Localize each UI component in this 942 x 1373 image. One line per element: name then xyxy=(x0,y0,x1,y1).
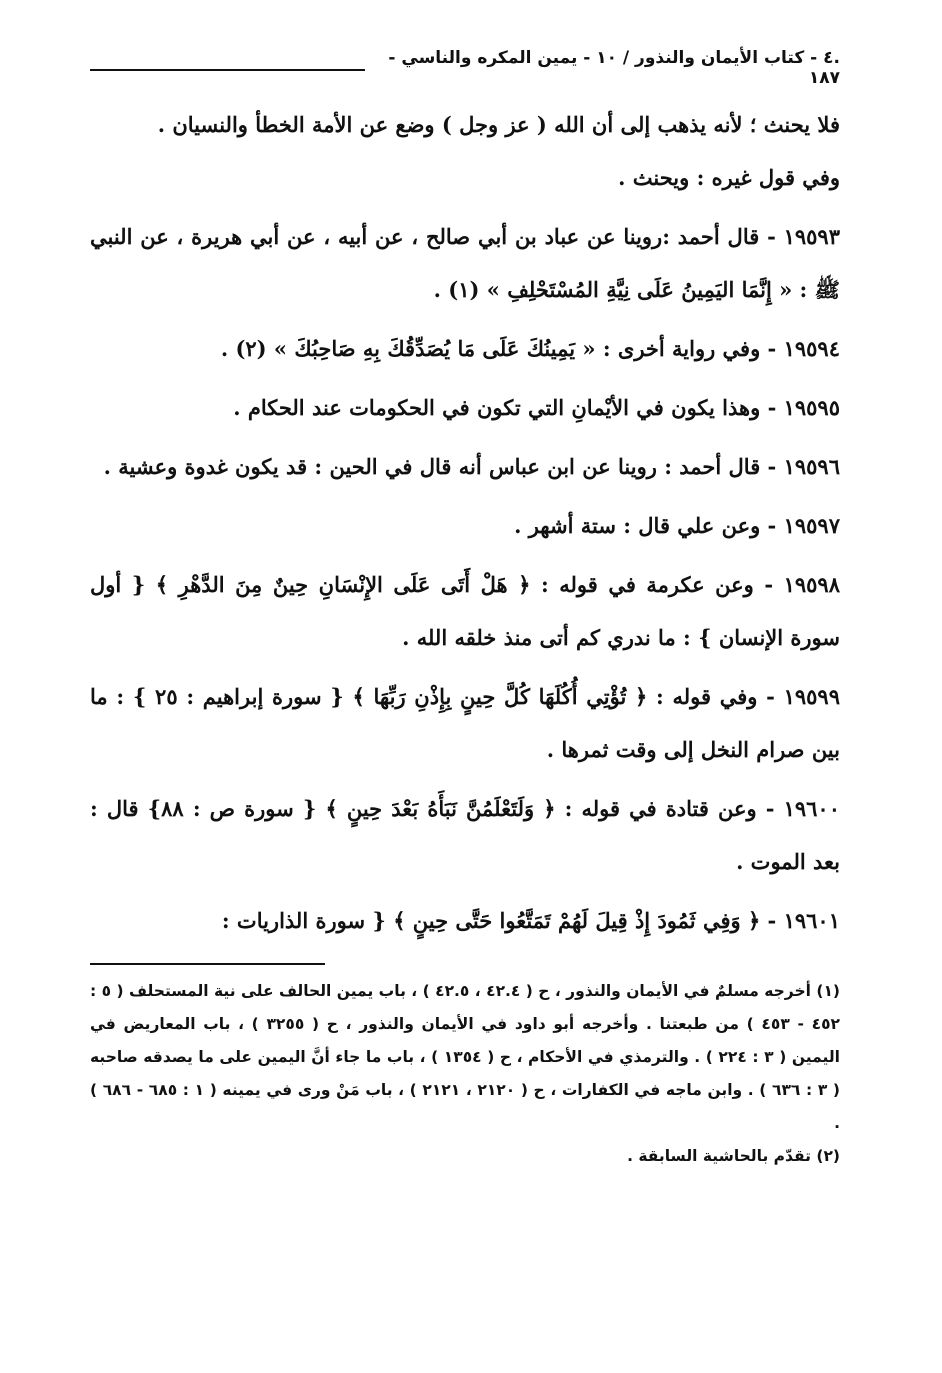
paragraph-19599: ١٩٥٩٩ - وفي قوله : ﴿ تُؤْتِي أُكُلَهَا كُلَّ حِينٍ بِإِذْنِ رَبِّهَا ﴾ { سورة إبراهيم : ٢٥ } : ما بين صرام النخل إلى وقت ثمرها . xyxy=(90,684,840,762)
document-page xyxy=(90,50,840,1173)
footnote-rule xyxy=(90,963,325,965)
paragraph-19598: ١٩٥٩٨ - وعن عكرمة في قوله : ﴿ هَلْ أَتَى عَلَى الإِنْسَانِ حِينٌ مِنَ الدَّهْرِ ﴾ { أول سورة الإنسان } : ما ندري كم أتى منذ خلقه الله . xyxy=(90,572,840,650)
paragraph-19601: ١٩٦٠١ - ﴿ وَفِي ثَمُودَ إِذْ قِيلَ لَهُمْ تَمَتَّعُوا حَتَّى حِينٍ ﴾ { سورة الذاريات : xyxy=(221,908,840,933)
footnotes xyxy=(90,975,840,1173)
header-rule xyxy=(90,69,365,71)
running-header xyxy=(90,50,840,86)
body-text xyxy=(90,98,840,947)
paragraph-19596: ١٩٥٩٦ - قال أحمد : روينا عن ابن عباس أنه قال في الحين : قد يكون غدوة وعشية . xyxy=(103,454,840,479)
paragraph-19594: ١٩٥٩٤ - وفي رواية أخرى : « يَمِينُكَ عَلَى مَا يُصَدِّقُكَ بِهِ صَاحِبُكَ » (٢) . xyxy=(220,336,840,361)
paragraph-19600: ١٩٦٠٠ - وعن قتادة في قوله : ﴿ وَلَتَعْلَمُنَّ نَبَأَهُ بَعْدَ حِينٍ ﴾ { سورة ص : ٨٨} قال : بعد الموت . xyxy=(90,796,840,874)
footnote-2: (٢) تقدّم بالحاشية السابقة . xyxy=(627,1147,840,1165)
paragraph-1: فلا يحنث ؛ لأنه يذهب إلى أن الله ( عز وجل ) وضع عن الأمة الخطأ والنسيان . xyxy=(157,112,840,137)
paragraph-2: وفي قول غيره : ويحنث . xyxy=(618,165,840,190)
paragraph-19595: ١٩٥٩٥ - وهذا يكون في الأيْمانِ التي تكون في الحكومات عند الحكام . xyxy=(233,395,840,420)
paragraph-19597: ١٩٥٩٧ - وعن علي قال : ستة أشهر . xyxy=(514,513,840,538)
header-text: .٤ - كتاب الأيمان والنذور / ١٠ - يمين المكره والناسي - ١٨٧ xyxy=(388,48,840,88)
footnote-1: (١) أخرجه مسلمٌ في الأيمان والنذور ، ح ( ٤٢.٤ ، ٤٢.٥ ) ، باب يمين الحالف على نية المستحلف ( ٥ : ٤٥٢ - ٤٥٣ ) من طبعتنا . وأخرجه أبو داود في الأيمان والنذور ، ح ( ٣٢٥٥ ) ، باب المعاريض في اليمين ( ٣ : ٢٢٤ ) . والترمذي في الأحكام ، ح ( ١٣٥٤ ) ، باب ما جاء أنَّ اليمين على ما يصدقه صاحبه ( ٣ : ٦٣٦ ) . وابن ماجه في الكفارات ، ح ( ٢١٢٠ ، ٢١٢١ ) ، باب مَنْ ورى في يمينه ( ١ : ٦٨٥ - ٦٨٦ ) . xyxy=(90,982,841,1132)
paragraph-19593: ١٩٥٩٣ - قال أحمد :روينا عن عباد بن أبي صالح ، عن أبيه ، عن أبي هريرة ، عن النبي ﷺ : « إِنَّمَا اليَمِينُ عَلَى نِيَّةِ المُسْتَحْلِفِ » (١) . xyxy=(90,224,840,302)
